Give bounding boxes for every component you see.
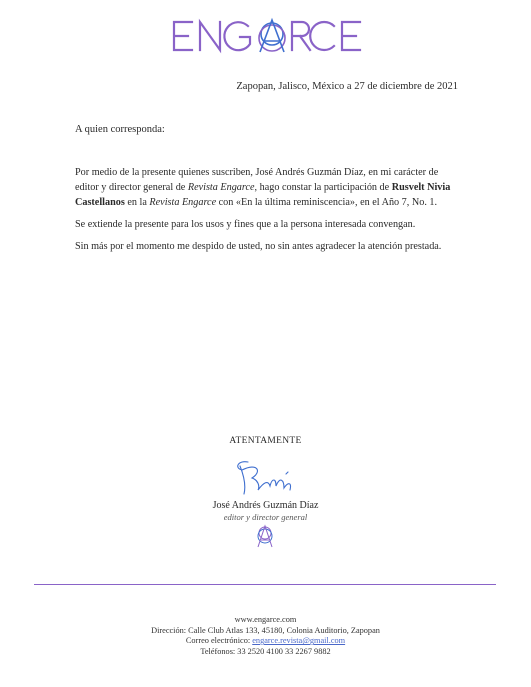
- footer-address: Dirección: Calle Club Atlas 133, 45180, Colonia Auditorio, Zapopan: [151, 625, 380, 635]
- p1-text-3: en la: [124, 197, 150, 208]
- p1-text-2: , hago constar la participación de: [254, 182, 392, 193]
- closing-word: ATENTAMENTE: [229, 436, 302, 446]
- footer-email-link[interactable]: engarce.revista@gmail.com: [252, 636, 346, 646]
- p1-text-4: con «En la última reminiscencia», en el Año 7, No. 1.: [216, 197, 438, 208]
- paragraph-3: Sin más por el momento me despido de usted, no sin antes agradecer la atención prestada.: [75, 241, 442, 252]
- letter-body: [75, 165, 460, 261]
- paragraph-1: [75, 165, 460, 210]
- footer-website: www.engarce.com: [234, 615, 297, 624]
- signer-name: José Andrés Guzmán Díaz: [212, 500, 319, 511]
- footer-email-label: Correo electrónico:: [185, 636, 253, 646]
- footer: [0, 615, 531, 657]
- letter-date: Zapopan, Jalisco, México a 27 de diciembre de 2021: [236, 81, 458, 92]
- engarce-logo: [0, 14, 531, 58]
- magazine-name-2: Revista Engarce: [149, 197, 217, 208]
- footer-email-line: [0, 636, 531, 647]
- handwritten-signature: [228, 456, 308, 500]
- footer-divider: [34, 584, 496, 585]
- paragraph-2: Se extiende la presente para los usos y fines que a la persona interesada convengan.: [75, 219, 416, 230]
- salutation: A quien corresponda:: [75, 124, 165, 135]
- magazine-name: Revista Engarce: [187, 182, 255, 193]
- p1-text-1: Por medio de la presente quienes suscriben, José Andrés Guzmán Díaz, en mi carácter de editor y director general de: [75, 167, 439, 193]
- engarce-seal-icon: [253, 523, 277, 549]
- participant-name: Rusvelt Nivia Castellanos: [75, 182, 451, 208]
- engarce-logo-mark: [166, 14, 366, 58]
- footer-phones: Teléfonos: 33 2520 4100 33 2267 9882: [200, 646, 331, 656]
- signer-role: editor y director general: [223, 512, 308, 522]
